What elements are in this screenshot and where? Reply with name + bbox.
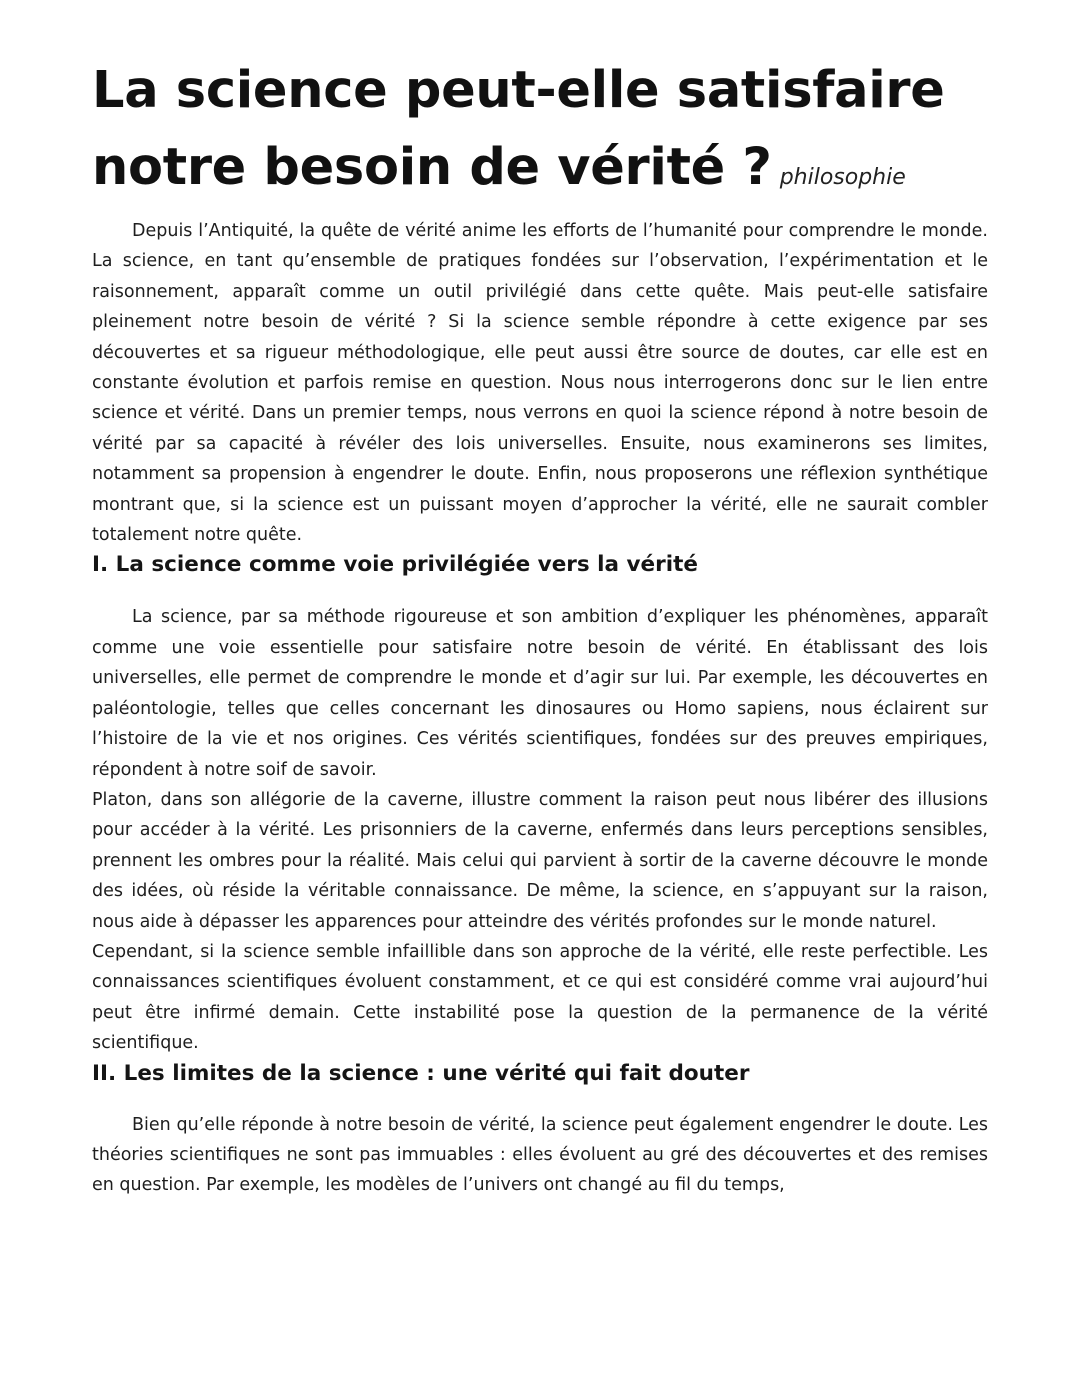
- section-1-body: [92, 602, 988, 1058]
- title-line-1: La science peut-elle satisfaire: [92, 61, 945, 120]
- section-1-paragraph-1: La science, par sa méthode rigoureuse et son ambition d’expliquer les phénomènes, apparaît comme une voie essentielle pour satisfaire notre besoin de vérité. En établissant des lois universelles, elle permet de comprendre le monde et d’agir sur lui. Par exemple, les découvertes en paléontologie, telles que celles concernant les dinosaures ou Homo sapiens, nous éclairent sur l’histoire de la vie et nos origines. Ces vérités scientifiques, fondées sur des preuves empiriques, répondent à notre soif de savoir.: [92, 607, 988, 780]
- document-title: [92, 52, 988, 216]
- subject-label: philosophie: [779, 165, 906, 190]
- section-1-paragraph-3: Cependant, si la science semble infaillible dans son approche de la vérité, elle reste perfectible. Les connaissances scientifiques évoluent constamment, et ce qui est considéré comme vrai aujourd’hui peut être infirmé demain. Cette instabilité pose la question de la permanence de la vérité scientifique.: [92, 941, 988, 1054]
- title-line-2: notre besoin de vérité ?: [92, 138, 772, 197]
- section-1-paragraph-2: Platon, dans son allégorie de la caverne, illustre comment la raison peut nous libérer des illusions pour accéder à la vérité. Les prisonniers de la caverne, enfermés dans leurs perceptions sensibles, prennent les ombres pour la réalité. Mais celui qui parvient à sortir de la caverne découvre le monde des idées, où réside la véritable connaissance. De même, la science, en s’appuyant sur la raison, nous aide à dépasser les apparences pour atteindre des vérités profondes sur le monde naturel.: [92, 789, 988, 932]
- intro-paragraph: Depuis l’Antiquité, la quête de vérité anime les efforts de l’humanité pour comprendre le monde. La science, en tant qu’ensemble de pratiques fondées sur l’observation, l’expérimentation et le raisonnement, apparaît comme un outil privilégié dans cette quête. Mais peut-elle satisfaire pleinement notre besoin de vérité ? Si la science semble répondre à cette exigence par ses découvertes et sa rigueur méthodologique, elle peut aussi être source de doutes, car elle est en constante évolution et parfois remise en question. Nous nous interrogerons donc sur le lien entre science et vérité. Dans un premier temps, nous verrons en quoi la science répond à notre besoin de vérité par sa capacité à révéler des lois universelles. Ensuite, nous examinerons ses limites, notamment sa propension à engendrer le doute. Enfin, nous proposerons une réflexion synthétique montrant que, si la science est un puissant moyen d’approcher la vérité, elle ne saurait combler totalement notre quête.: [92, 221, 988, 546]
- section-2-body: [92, 1110, 988, 1201]
- section-2-paragraph-1: Bien qu’elle réponde à notre besoin de vérité, la science peut également engendrer le doute. Les théories scientifiques ne sont pas immuables : elles évoluent au gré des découvertes et des remises en question. Par exemple, les modèles de l’univers ont changé au fil du temps,: [92, 1114, 988, 1196]
- section-1-heading: I. La science comme voie privilégiée vers la vérité: [92, 552, 698, 578]
- document-page: [92, 0, 988, 1201]
- section-2-heading: II. Les limites de la science : une vérité qui fait douter: [92, 1060, 750, 1086]
